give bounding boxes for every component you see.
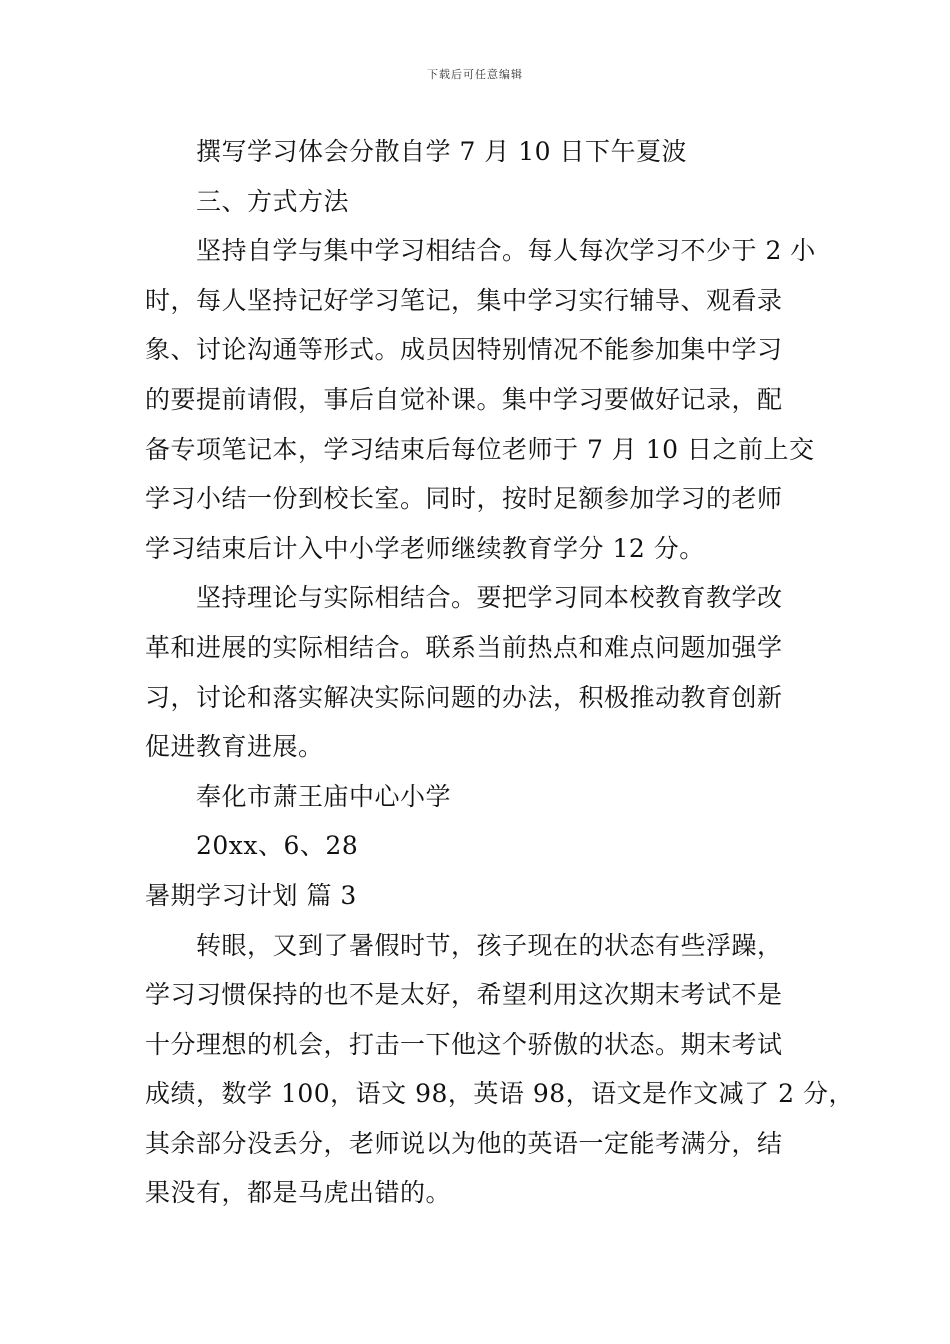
text-line: 时，每人坚持记好学习笔记，集中学习实行辅导、观看录 <box>145 285 783 315</box>
text-line: 学习习惯保持的也不是太好，希望利用这次期末考试不是 <box>145 980 783 1010</box>
text-line: 撰写学习体会分散自学 7 月 10 日下午夏波 <box>196 137 688 166</box>
text-line: 象、讨论沟通等形式。成员因特别情况不能参加集中学习 <box>145 335 783 365</box>
text-line: 坚持理论与实际相结合。要把学习同本校教育教学改 <box>196 583 783 613</box>
text-line: 学习结束后计入中小学老师继续教育学分 12 分。 <box>145 533 705 563</box>
section-heading: 三、方式方法 <box>196 186 350 216</box>
page-header-note: 下载后可任意编辑 <box>427 68 523 81</box>
text-line: 习，讨论和落实解决实际问题的办法，积极推动教育创新 <box>145 682 783 712</box>
text-line: 坚持自学与集中学习相结合。每人每次学习不少于 2 小 <box>196 236 816 266</box>
document-body <box>145 127 854 1218</box>
text-line: 转眼，又到了暑假时节，孩子现在的状态有些浮躁， <box>196 930 783 960</box>
text-line: 革和进展的实际相结合。联系当前热点和难点问题加强学 <box>145 632 783 662</box>
text-line: 学习小结一份到校长室。同时，按时足额参加学习的老师 <box>145 484 783 514</box>
text-line: 其余部分没丢分，老师说以为他的英语一定能考满分，结 <box>145 1128 783 1158</box>
text-line: 的要提前请假，事后自觉补课。集中学习要做好记录，配 <box>145 384 783 414</box>
text-line: 十分理想的机会，打击一下他这个骄傲的状态。期末考试 <box>145 1029 783 1059</box>
signature-date: 20xx、6、28 <box>196 831 359 861</box>
text-line: 备专项笔记本，学习结束后每位老师于 7 月 10 日之前上交 <box>145 434 815 464</box>
signature-school: 奉化市萧王庙中心小学 <box>196 781 452 811</box>
text-line: 成绩，数学 100，语文 98，英语 98，语文是作文减了 2 分， <box>145 1079 854 1109</box>
text-line: 促进教育进展。 <box>145 732 324 762</box>
section-title: 暑期学习计划 篇 3 <box>145 880 357 910</box>
text-line: 果没有，都是马虎出错的。 <box>145 1178 452 1208</box>
